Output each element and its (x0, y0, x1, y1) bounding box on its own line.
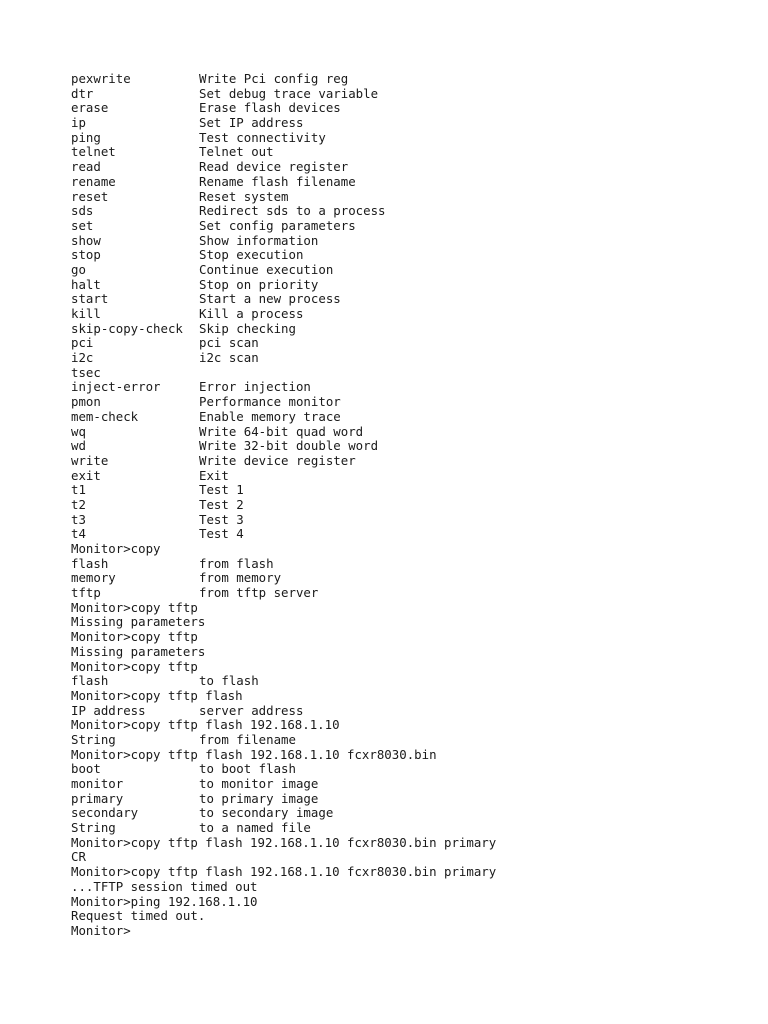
command-name: kill (71, 306, 101, 321)
command-name: read (71, 159, 101, 175)
command-name: pmon (71, 394, 101, 410)
command-description: Telnet out (199, 144, 274, 160)
command-description: Write 64-bit quad word (199, 423, 364, 439)
prompt-line: Monitor>copy (71, 541, 161, 556)
command-description: Continue execution (199, 261, 334, 277)
command-list (71, 72, 751, 542)
prompt-line: Monitor>copy tftp (71, 629, 198, 645)
command-name: wq (71, 423, 86, 439)
command-name: pexwrite (71, 71, 131, 86)
option-row (71, 792, 751, 807)
option-name: IP address (71, 702, 146, 718)
command-row (71, 278, 751, 293)
option-name: boot (71, 761, 101, 777)
command-name: tsec (71, 364, 101, 380)
command-row (71, 322, 751, 337)
option-row (71, 704, 751, 719)
command-name: halt (71, 276, 101, 292)
command-name: t3 (71, 511, 86, 527)
prompt-line: Monitor>copy tftp flash 192.168.1.10 fcxr8030.bin primary (71, 864, 497, 880)
command-description: Rename flash filename (199, 173, 356, 189)
option-description: from filename (199, 731, 296, 747)
command-description: Set IP address (199, 115, 304, 131)
command-row (71, 72, 751, 87)
command-row (71, 351, 751, 366)
command-description: Set debug trace variable (199, 85, 379, 101)
option-name: flash (71, 673, 109, 689)
prompt-line: Monitor>copy tftp (71, 658, 198, 674)
command-description: Test 1 (199, 482, 244, 498)
command-name: dtr (71, 85, 94, 101)
command-description: Test 4 (199, 526, 244, 542)
command-description: Erase flash devices (199, 100, 341, 116)
option-row (71, 733, 751, 748)
command-description: Test 2 (199, 496, 244, 512)
prompt-line: Monitor>copy tftp flash 192.168.1.10 fcxr8030.bin (71, 746, 437, 762)
prompt-line: Monitor>copy tftp flash (71, 687, 243, 703)
command-description: Stop execution (199, 247, 304, 263)
option-description: from memory (199, 570, 282, 586)
option-description: from flash (199, 555, 274, 571)
command-description: Read device register (199, 159, 349, 175)
command-description: Exit (199, 467, 229, 483)
command-description: Write Pci config reg (199, 71, 349, 86)
command-row (71, 292, 751, 307)
command-row (71, 513, 751, 528)
command-description: Kill a process (199, 306, 304, 321)
option-name: monitor (71, 776, 124, 791)
command-name: wd (71, 438, 86, 454)
option-row (71, 557, 751, 572)
command-name: t4 (71, 526, 86, 542)
command-name: pci (71, 335, 94, 351)
option-row (71, 586, 751, 601)
command-row (71, 454, 751, 469)
command-row (71, 160, 751, 175)
command-row (71, 145, 751, 160)
command-row (71, 380, 751, 395)
command-name: mem-check (71, 408, 139, 424)
command-description: Skip checking (199, 320, 296, 336)
option-name: flash (71, 555, 109, 571)
command-name: reset (71, 188, 109, 204)
output-line: Missing parameters (71, 614, 206, 630)
command-description: Set config parameters (199, 217, 356, 233)
command-description: Write 32-bit double word (199, 438, 379, 454)
prompt-line: Monitor>copy tftp (71, 599, 198, 615)
option-row (71, 571, 751, 586)
command-name: start (71, 291, 109, 307)
command-row (71, 190, 751, 205)
option-description: to a named file (199, 820, 311, 836)
output-line: Missing parameters (71, 643, 206, 659)
command-description: Stop on priority (199, 276, 319, 292)
command-description: i2c scan (199, 350, 259, 366)
option-name: tftp (71, 585, 101, 601)
terminal-transcript (71, 72, 751, 939)
command-row (71, 131, 751, 146)
command-name: exit (71, 467, 101, 483)
option-description: from tftp server (199, 585, 319, 601)
option-name: String (71, 731, 116, 747)
option-description: to flash (199, 673, 259, 689)
command-description: Write device register (199, 452, 356, 468)
option-name: secondary (71, 805, 139, 821)
prompt-line: Monitor>ping 192.168.1.10 (71, 893, 258, 909)
command-name: skip-copy-check (71, 320, 183, 336)
command-row (71, 204, 751, 219)
option-description: to monitor image (199, 776, 319, 791)
command-row (71, 425, 751, 440)
output-line: CR (71, 849, 86, 865)
option-name: String (71, 820, 116, 836)
command-name: go (71, 261, 86, 277)
command-row (71, 116, 751, 131)
command-row (71, 87, 751, 102)
command-row (71, 175, 751, 190)
command-description: Error injection (199, 379, 311, 395)
option-description: to secondary image (199, 805, 334, 821)
option-row (71, 777, 751, 792)
command-name: rename (71, 173, 116, 189)
option-row (71, 806, 751, 821)
command-description: Show information (199, 232, 319, 248)
option-description: server address (199, 702, 304, 718)
command-row (71, 248, 751, 263)
command-name: sds (71, 203, 94, 219)
command-row (71, 498, 751, 513)
command-description: Performance monitor (199, 394, 341, 410)
command-name: ip (71, 115, 86, 131)
prompt-line: Monitor>copy tftp flash 192.168.1.10 (71, 717, 340, 733)
command-row (71, 483, 751, 498)
command-name: ping (71, 129, 101, 145)
command-description: Test 3 (199, 511, 244, 527)
command-row (71, 469, 751, 484)
command-row (71, 395, 751, 410)
command-name: t1 (71, 482, 86, 498)
command-row (71, 439, 751, 454)
command-row (71, 336, 751, 351)
command-description: pci scan (199, 335, 259, 351)
command-description: Enable memory trace (199, 408, 341, 424)
command-name: set (71, 217, 94, 233)
option-row (71, 762, 751, 777)
option-row (71, 674, 751, 689)
command-name: t2 (71, 496, 86, 512)
command-description: Start a new process (199, 291, 341, 307)
output-line: ...TFTP session timed out (71, 878, 258, 894)
session-log (71, 542, 751, 939)
command-name: inject-error (71, 379, 161, 395)
command-row (71, 527, 751, 542)
current-prompt[interactable]: Monitor> (71, 922, 131, 938)
command-row (71, 307, 751, 322)
command-description: Test connectivity (199, 129, 326, 145)
command-name: telnet (71, 144, 116, 160)
option-description: to boot flash (199, 761, 296, 777)
command-row (71, 410, 751, 425)
command-name: erase (71, 100, 109, 116)
command-name: stop (71, 247, 101, 263)
command-row (71, 101, 751, 116)
option-row (71, 821, 751, 836)
command-row (71, 263, 751, 278)
command-description: Reset system (199, 188, 289, 204)
command-name: i2c (71, 350, 94, 366)
command-name: write (71, 452, 109, 468)
command-row (71, 234, 751, 249)
command-name: show (71, 232, 101, 248)
command-row (71, 366, 751, 381)
command-description: Redirect sds to a process (199, 203, 386, 219)
option-description: to primary image (199, 790, 319, 806)
prompt-line: Monitor>copy tftp flash 192.168.1.10 fcxr8030.bin primary (71, 834, 497, 850)
option-name: memory (71, 570, 116, 586)
command-row (71, 219, 751, 234)
option-name: primary (71, 790, 124, 806)
output-line: Request timed out. (71, 908, 206, 924)
